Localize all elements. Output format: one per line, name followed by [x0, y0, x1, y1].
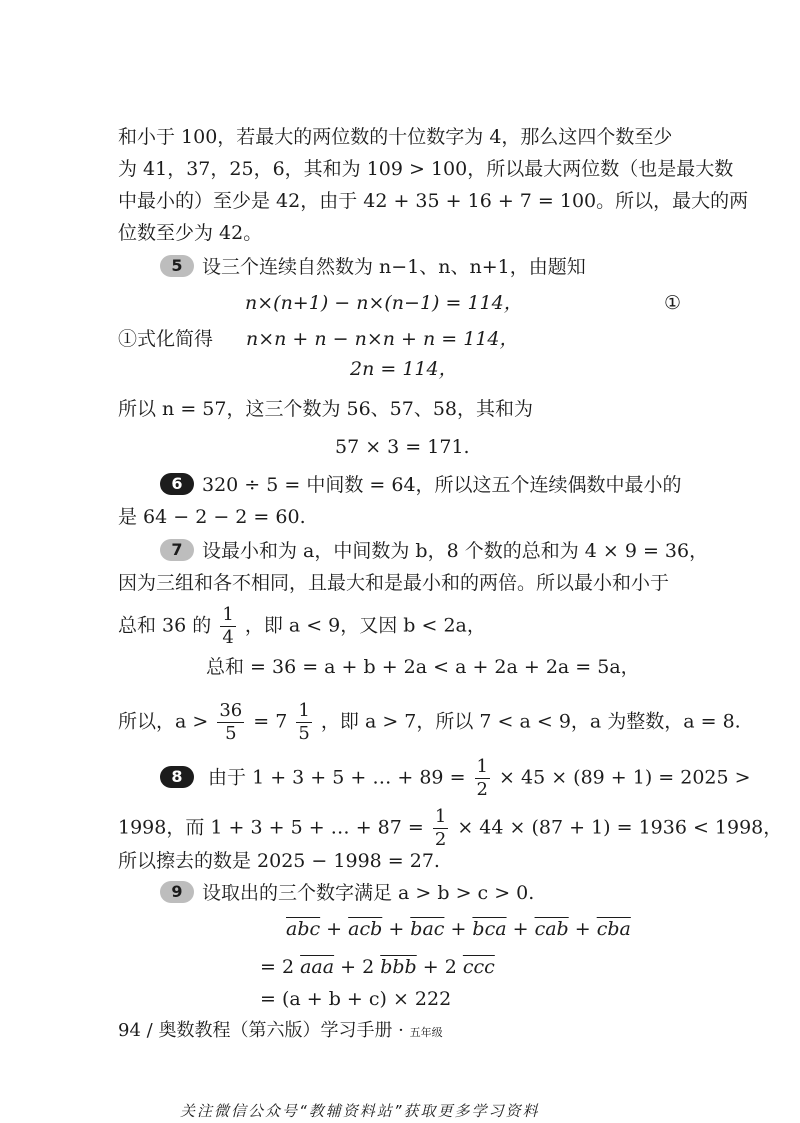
- digit-number: $\overline{bbb}$: [380, 956, 417, 978]
- digit-number: $\overline{bac}$: [410, 918, 445, 940]
- problem-8-line-1: [160, 756, 751, 801]
- fraction: [475, 756, 490, 801]
- problem-7-line-2: 因为三组和各不相同，且最大和是最小和的两倍。所以最小和小于: [118, 572, 670, 594]
- line-text: 1998，而 1 + 3 + 5 + … + 87 =: [118, 816, 424, 839]
- problem-8-line-2: [118, 806, 782, 851]
- text-line: 为 41，37，25，6，其和为 109 > 100，所以最大两位数（也是最大数: [118, 158, 734, 180]
- simplify-label: ①式化简得: [118, 328, 214, 350]
- fraction-denominator: 5: [298, 723, 310, 744]
- line-text: = 7: [253, 710, 288, 733]
- problem-9-intro: [160, 878, 534, 908]
- fraction-numerator: 36: [219, 700, 243, 721]
- equation-2: n×n + n − n×n + n = 114，: [246, 328, 519, 350]
- problem-7-line-5: [118, 700, 741, 745]
- line-text: × 44 × (87 + 1) = 1936 < 1998，: [457, 816, 783, 839]
- coefficient: 2: [362, 956, 375, 978]
- problem-5-result: 所以 n = 57，这三个数为 56、57、58，其和为: [118, 398, 534, 420]
- line-text: × 45 × (89 + 1) = 2025 >: [499, 766, 751, 789]
- fraction-denominator: 5: [225, 723, 237, 744]
- digit-number: $\overline{acb}$: [348, 918, 383, 940]
- text-line: 和小于 100，若最大的两位数的十位数字为 4，那么这四个数至少: [118, 126, 673, 148]
- line-text: ，即 a > 7，所以 7 < a < 9，a 为整数，a = 8.: [320, 710, 741, 733]
- problem-6-text: 320 ÷ 5 = 中间数 = 64，所以这五个连续偶数中最小的: [202, 474, 682, 496]
- coefficient: 2: [444, 956, 457, 978]
- fraction-denominator: 2: [434, 829, 447, 850]
- footer-separator: /: [146, 1020, 153, 1041]
- equation-1: n×(n+1) − n×(n−1) = 114，: [245, 292, 523, 314]
- digit-number: $\overline{bca}$: [472, 918, 507, 940]
- problem-7-line-1: [160, 536, 708, 566]
- problem-number-badge: 5: [160, 255, 194, 277]
- equation-3: 2n = 114，: [350, 358, 458, 380]
- equation-tag: ①: [664, 292, 682, 314]
- fraction: [433, 806, 448, 851]
- problem-7-equation: 总和 = 36 = a + b + 2a < a + 2a + 2a = 5a，: [206, 656, 640, 678]
- problem-5-intro-text: 设三个连续自然数为 n−1、n、n+1，由题知: [202, 256, 586, 278]
- problem-7-text: 设最小和为 a，中间数为 b，8 个数的总和为 4 × 9 = 36，: [202, 540, 709, 562]
- problem-5-sum: 57 × 3 = 171.: [335, 436, 470, 458]
- digit-number: $\overline{aaa}$: [300, 956, 335, 978]
- problem-9-intro-text: 设取出的三个数字满足 a > b > c > 0.: [202, 882, 535, 904]
- fraction-denominator: 2: [476, 779, 488, 800]
- problem-9-equation-1: $\overline{abc} + \overline{acb} + \overline{bac} + \overline{bca} + \overline{cab} + \overline{cba}$: [286, 918, 631, 940]
- page-footer: [118, 1016, 443, 1042]
- problem-8-line-3: 所以擦去的数是 2025 − 1998 = 27.: [118, 850, 440, 872]
- fraction: [217, 700, 244, 745]
- digit-number: $\overline{abc}$: [286, 918, 321, 940]
- line-text: 所以，a >: [118, 710, 209, 733]
- problem-number-badge: 6: [160, 473, 194, 495]
- digit-number: $\overline{ccc}$: [462, 956, 495, 978]
- fraction-numerator: 1: [434, 806, 447, 827]
- problem-number-badge: 8: [160, 766, 194, 788]
- problem-7-line-3: [118, 604, 486, 649]
- line-text: 由于 1 + 3 + 5 + … + 89 =: [208, 766, 466, 789]
- page-number: 94: [118, 1020, 141, 1041]
- problem-9-equation-2: = 2 $\overline{aaa} + 2$ $\overline{bbb} + 2$ $\overline{ccc}$: [260, 956, 495, 978]
- watermark-note: 关注微信公众号“教辅资料站”获取更多学习资料: [180, 1102, 540, 1120]
- problem-6-line-1: [160, 470, 682, 500]
- equation-prefix: = 2: [260, 956, 295, 978]
- problem-9-equation-3: = (a + b + c) × 222: [260, 988, 452, 1010]
- problem-number-badge: 9: [160, 881, 194, 903]
- fraction-numerator: 1: [298, 700, 310, 721]
- digit-number: $\overline{cab}$: [534, 918, 569, 940]
- book-title: 奥数教程（第六版）学习手册 ·: [158, 1020, 404, 1041]
- problem-6-line-2: 是 64 − 2 − 2 = 60.: [118, 506, 306, 528]
- line-text: ，即 a < 9，又因 b < 2a，: [244, 614, 486, 637]
- line-text: 总和 36 的: [118, 614, 212, 637]
- problem-number-badge: 7: [160, 539, 194, 561]
- fraction-numerator: 1: [476, 756, 488, 777]
- problem-5-intro: [160, 252, 586, 282]
- fraction: [220, 604, 235, 649]
- text-line: 位数至少为 42。: [118, 222, 263, 244]
- fraction-denominator: 4: [222, 627, 234, 648]
- digit-number: $\overline{cba}$: [596, 918, 631, 940]
- grade-label: 五年级: [409, 1026, 443, 1039]
- fraction-numerator: 1: [222, 604, 234, 625]
- fraction: [296, 700, 311, 745]
- text-line: 中最小的）至少是 42，由于 42 + 35 + 16 + 7 = 100。所以，最大的两: [118, 190, 749, 212]
